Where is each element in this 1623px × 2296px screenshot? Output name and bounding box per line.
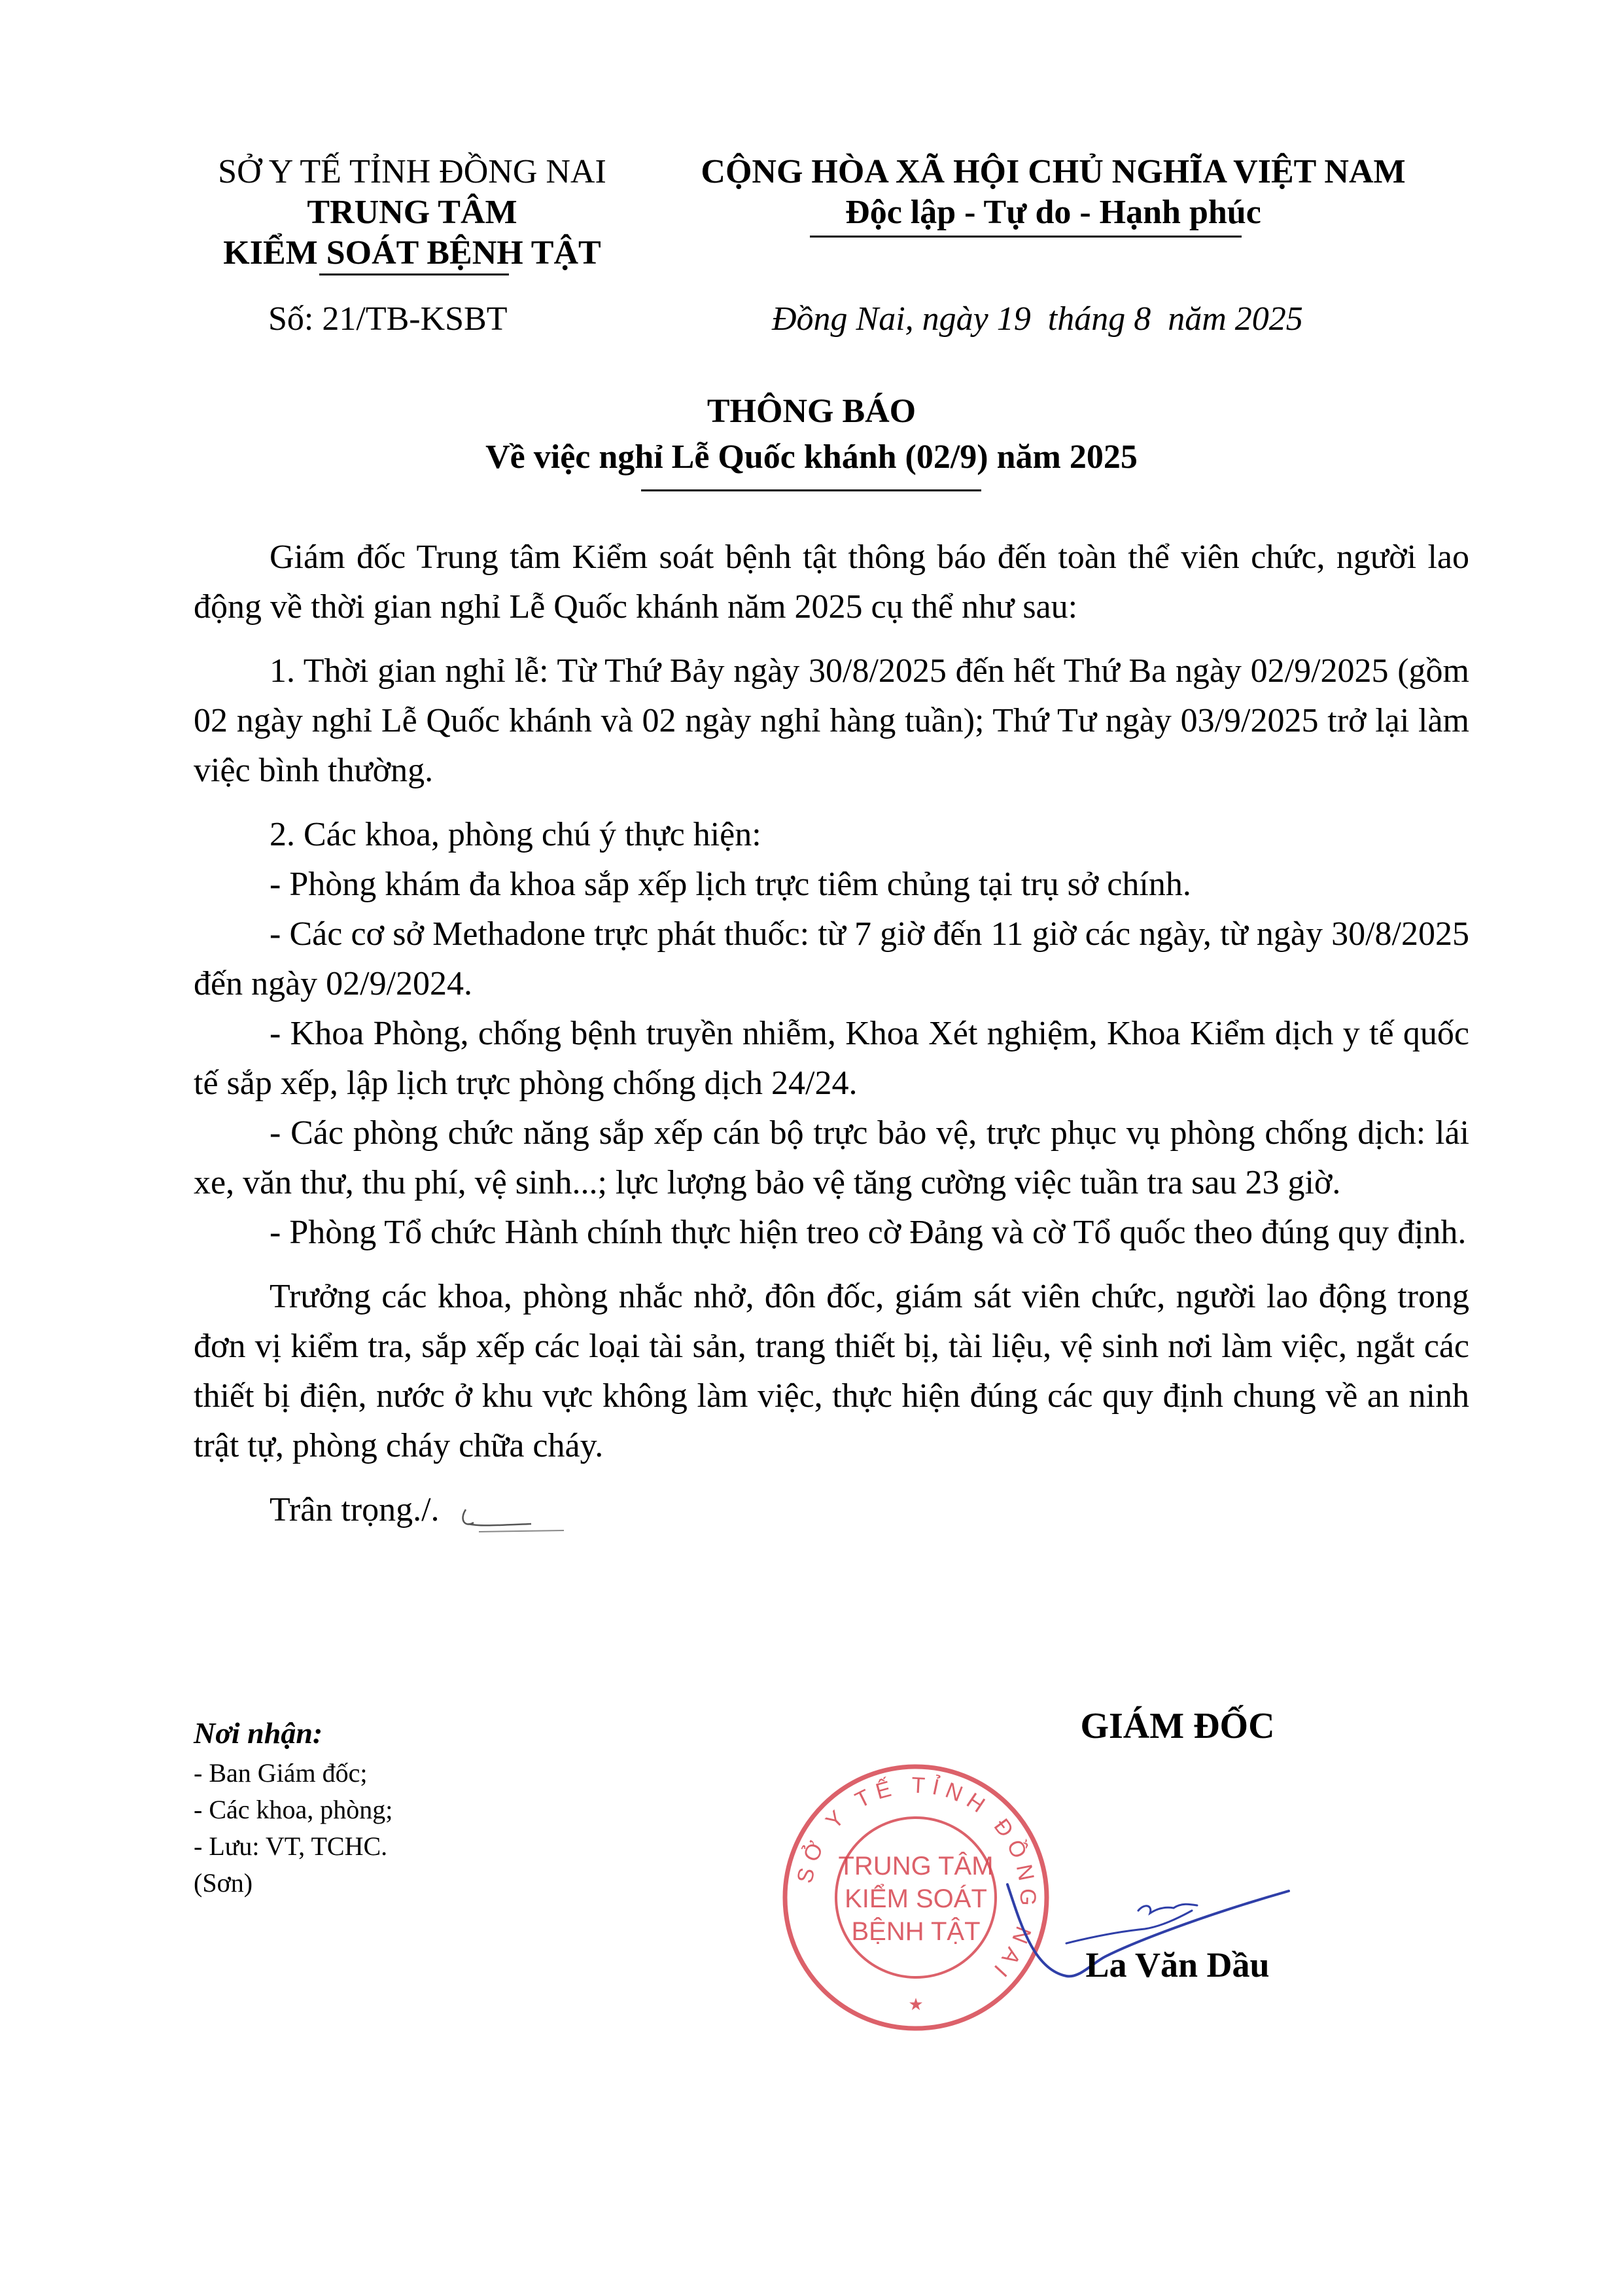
agency-name-line2: KIỂM SOÁT BỆNH TẬT: [223, 234, 601, 272]
recipient-item: (Sơn): [194, 1868, 253, 1898]
national-motto-block: [654, 152, 1452, 233]
duty-item: - Các phòng chức năng sắp xếp cán bộ trực bảo vệ, trực phục vụ phòng chống dịch: lái xe, văn thư, thu phí, vệ sinh...; lực lượng bảo vệ tăng cường việc tuần tra sau 23 giờ.: [194, 1114, 1469, 1201]
national-motto: Độc lập - Tự do - Hạnh phúc: [845, 194, 1261, 231]
holiday-period-paragraph: 1. Thời gian nghỉ lễ: Từ Thứ Bảy ngày 30/8/2025 đến hết Thứ Ba ngày 02/9/2025 (gồm 02 ngày nghỉ Lễ Quốc khánh và 02 ngày nghỉ hàng tuần); Thứ Tư ngày 03/9/2025 trở lại làm việc bình thường.: [194, 652, 1469, 789]
agency-name-line1: TRUNG TÂM: [307, 194, 517, 231]
recipient-item: - Lưu: VT, TCHC.: [194, 1831, 388, 1861]
agency-block: [190, 152, 635, 274]
national-title: CỘNG HÒA XÃ HỘI CHỦ NGHĨA VIỆT NAM: [701, 153, 1406, 190]
svg-text:★: ★: [908, 1995, 924, 2015]
initial-mark-icon: [453, 1490, 570, 1536]
closing-paragraph: Trưởng các khoa, phòng nhắc nhở, đôn đốc, giám sát viên chức, người lao động trong đơn vị kiểm tra, sắp xếp các loại tài sản, trang thiết bị, tài liệu, vệ sinh nơi làm việc, ngắt các thiết bị điện, nước ở khu vực không làm việc, thực hiện đúng các quy định chung về an ninh trật tự, phòng cháy chữa cháy.: [194, 1278, 1469, 1464]
recipient-item: - Ban Giám đốc;: [194, 1758, 368, 1788]
duty-item: - Khoa Phòng, chống bệnh truyền nhiễm, Khoa Xét nghiệm, Khoa Kiểm dịch y tế quốc tế sắp xếp, lập lịch trực phòng chống dịch 24/24.: [194, 1015, 1469, 1102]
duty-item: - Phòng khám đa khoa sắp xếp lịch trực tiêm chủng tại trụ sở chính.: [270, 866, 1191, 903]
duties-heading: 2. Các khoa, phòng chú ý thực hiện:: [270, 816, 761, 853]
agency-underline: [319, 274, 509, 275]
svg-text:BỆNH TẬT: BỆNH TẬT: [851, 1917, 981, 1946]
motto-underline: [810, 236, 1242, 238]
svg-text:KIỂM SOÁT: KIỂM SOÁT: [845, 1884, 987, 1913]
subject-underline: [641, 489, 981, 491]
recipients-label: Nơi nhận:: [194, 1716, 323, 1750]
svg-text:TRUNG TÂM: TRUNG TÂM: [838, 1852, 994, 1881]
document-body: [194, 533, 1469, 1536]
document-number: Số: 21/TB-KSBT: [268, 300, 508, 338]
duty-item: - Các cơ sở Methadone trực phát thuốc: từ 7 giờ đến 11 giờ các ngày, từ ngày 30/8/2025 đến ngày 02/9/2024.: [194, 915, 1469, 1002]
recipients-block: [194, 1712, 393, 1901]
signer-title: GIÁM ĐỐC: [1080, 1706, 1275, 1746]
document-title: THÔNG BÁO: [707, 393, 916, 430]
regards-line: [194, 1485, 1469, 1536]
recipient-item: - Các khoa, phòng;: [194, 1795, 393, 1824]
ministry-name: SỞ Y TẾ TỈNH ĐỒNG NAI: [218, 153, 606, 190]
duty-item: - Phòng Tổ chức Hành chính thực hiện treo cờ Đảng và cờ Tổ quốc theo đúng quy định.: [270, 1214, 1467, 1251]
intro-paragraph: Giám đốc Trung tâm Kiểm soát bệnh tật thông báo đến toàn thể viên chức, người lao động về thời gian nghỉ Lễ Quốc khánh năm 2025 cụ thể như sau:: [194, 539, 1469, 626]
regards-text: Trân trọng./.: [270, 1491, 440, 1528]
place-date: Đồng Nai, ngày 19 tháng 8 năm 2025: [772, 300, 1303, 338]
svg-text:SỞ Y TẾ TỈNH ĐỒNG NAI: SỞ Y TẾ TỈNH ĐỒNG NAI: [792, 1773, 1041, 1987]
signer-name: La Văn Dầu: [1085, 1945, 1270, 1985]
document-subject: Về việc nghỉ Lễ Quốc khánh (02/9) năm 2025: [485, 438, 1138, 476]
